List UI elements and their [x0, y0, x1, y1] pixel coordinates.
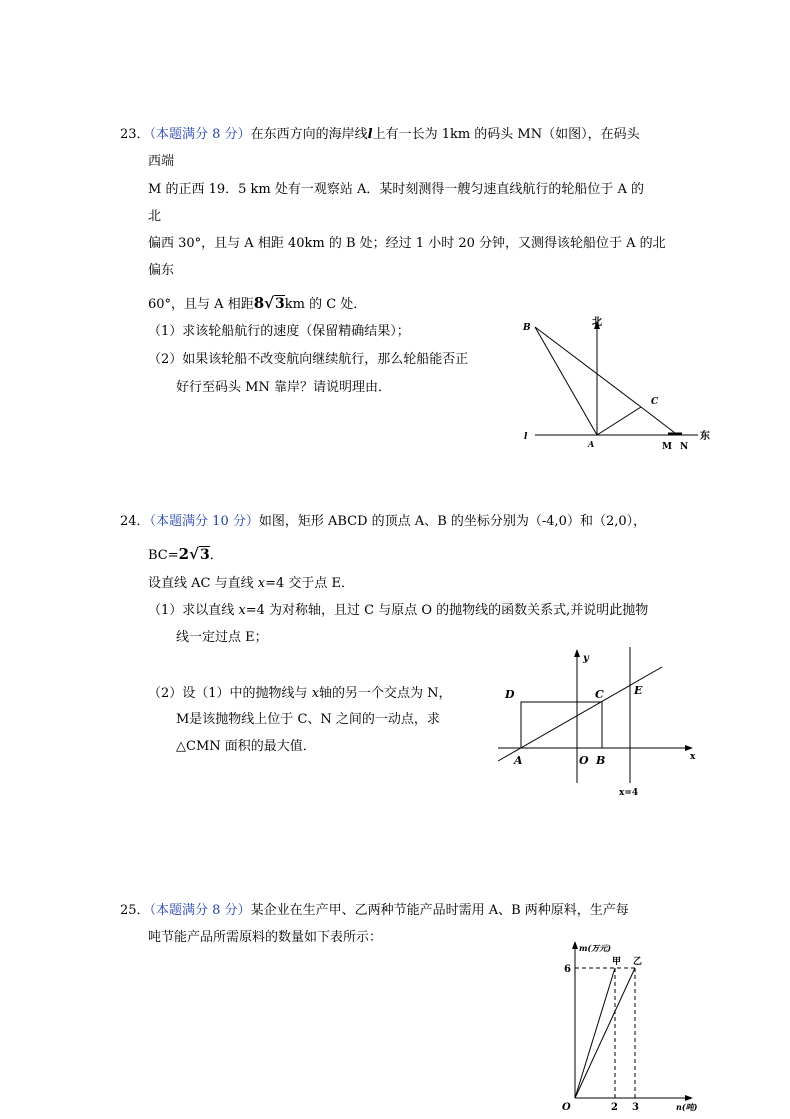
segment-ac: [597, 407, 641, 435]
q24-coef: 2: [178, 545, 190, 563]
q24-number: 24．: [120, 514, 150, 529]
segment-bc: [535, 327, 641, 407]
y-axis-label: y: [583, 653, 589, 664]
north-label: 北: [592, 317, 602, 328]
point-c-label: C: [595, 688, 604, 701]
q24-text-3a: 设直线 AC 与直线: [148, 576, 258, 591]
q23-line-2: 西端: [148, 154, 175, 169]
q24-text-1: 如图，矩形 ABCD 的顶点 A、B 的坐标分别为（-4,0）和（2,0），: [258, 514, 647, 529]
q24-p1-pre: （1）求以直线: [148, 603, 239, 618]
line-x-eq-4-label: x=4: [619, 788, 639, 798]
q23-text-1a: 在东西方向的海岸线: [250, 127, 368, 142]
q25-score-tag: （本题满分 8 分）: [149, 903, 251, 918]
q24-text-3b: =4 交于点 E．: [265, 576, 354, 591]
q23-var-l: l: [367, 127, 373, 142]
q25-text-1: 某企业在生产甲、乙两种节能产品时需用 A、B 两种原料，生产每: [250, 903, 629, 918]
q24-part-1a: [148, 603, 648, 619]
q23-coef: 8: [253, 294, 265, 312]
q23-part-1: （1）求该轮船航行的速度（保留精确结果）；: [148, 324, 410, 339]
q24-text-2a: BC=: [148, 548, 179, 563]
q23-line-1: [120, 127, 640, 143]
jia-label: 甲: [612, 957, 622, 967]
q23-text-1b: 上有一长为 1km 的码头 MN（如图），在码头: [372, 127, 640, 142]
q24-radical-sign: √: [189, 545, 199, 563]
east-label: 东: [700, 431, 710, 442]
point-m-label: M: [662, 442, 672, 452]
point-n-label: N: [680, 442, 689, 452]
q23-part-2b: 好行至码头 MN 靠岸？请说明理由．: [176, 380, 391, 395]
q23-line-5: 偏西 30°，且与 A 相距 40km 的 B 处；经过 1 小时 20 分钟，又测得该轮船位于 A 的北: [148, 236, 666, 251]
q24-part-1b: 线一定过点 E；: [176, 630, 268, 645]
q24-p2-pre: （2）设（1）中的抛物线与: [148, 686, 312, 701]
q23-text-7b: km 的 C 处．: [284, 297, 367, 312]
segment-ba: [535, 327, 597, 435]
y-axis-arrow-icon: [574, 649, 580, 657]
q25-number: 25．: [120, 903, 150, 918]
point-d-label: D: [505, 688, 515, 701]
n-axis-label: n(吨): [676, 1102, 698, 1112]
line-yi: [575, 968, 635, 1098]
q23-line-7: [148, 295, 366, 313]
tick-6-label: 6: [564, 964, 571, 975]
q24-score-tag: （本题满分 10 分）: [149, 514, 259, 529]
q23-part-2a: （2）如果该轮船不改变航向继续航行，那么轮船能否正: [148, 352, 469, 367]
n-axis-arrow-icon: [685, 1095, 693, 1101]
q24-p1-post: =4 为对称轴，且过 C 与原点 O 的抛物线的函数关系式,并说明此抛物: [245, 603, 649, 618]
q25-line-2: 吨节能产品所需原料的数量如下表所示：: [148, 930, 383, 945]
q24-part-2a: [148, 686, 452, 702]
point-c-label: C: [651, 397, 659, 407]
q24-line-3: [148, 576, 354, 592]
course-extension: [641, 407, 675, 433]
q24-part-2c: △CMN 面积的最大值．: [176, 739, 316, 754]
q23-radical-sign: √: [264, 294, 274, 312]
q24-var-x: x: [257, 576, 266, 591]
tick-2-label: 2: [611, 1102, 618, 1113]
m-axis-arrow-icon: [572, 941, 578, 949]
q24-line-1: [120, 514, 646, 530]
m-axis-label: m(万元): [579, 943, 612, 953]
x-axis-arrow-icon: [685, 745, 693, 751]
point-a-label: A: [588, 439, 595, 449]
q24-p2-post: 轴的另一个交点为 N，: [319, 686, 452, 701]
q24-radicand: 3: [199, 547, 210, 563]
q23-text-7a: 60°，且与 A 相距: [148, 297, 254, 312]
q23-figure: [520, 315, 720, 455]
q24-p2-var: x: [311, 686, 320, 701]
q23-number: 23．: [120, 127, 150, 142]
point-a-label: A: [514, 754, 523, 767]
q24-line-2: [148, 546, 223, 564]
q23-line-4: 北: [148, 209, 162, 224]
q25-figure: [555, 938, 715, 1118]
point-b-label: B: [523, 323, 531, 333]
point-b-label: B: [596, 754, 606, 767]
point-e-label: E: [634, 684, 643, 697]
q25-line-1: [120, 903, 629, 919]
q23-line-6: 偏东: [148, 263, 175, 278]
q24-figure: [490, 645, 710, 805]
point-o-label: O: [579, 754, 589, 767]
tick-3-label: 3: [632, 1102, 639, 1113]
origin-label: O: [562, 1102, 571, 1113]
coast-l-label: l: [524, 432, 528, 442]
q24-text-2b: ．: [209, 548, 223, 563]
line-ac: [498, 667, 662, 761]
line-jia: [575, 968, 615, 1098]
q23-line-3: M 的正西 19．5 km 处有一观察站 A．某时刻测得一艘匀速直线航行的轮船位于 A 的: [148, 182, 645, 197]
yi-label: 乙: [633, 957, 643, 967]
x-axis-label: x: [690, 752, 696, 762]
q23-radicand: 3: [275, 296, 285, 312]
q24-p1-var: x: [238, 603, 246, 618]
q24-part-2b: M是该抛物线上位于 C、N 之间的一动点，求: [176, 712, 440, 727]
q23-score-tag: （本题满分 8 分）: [149, 127, 251, 142]
